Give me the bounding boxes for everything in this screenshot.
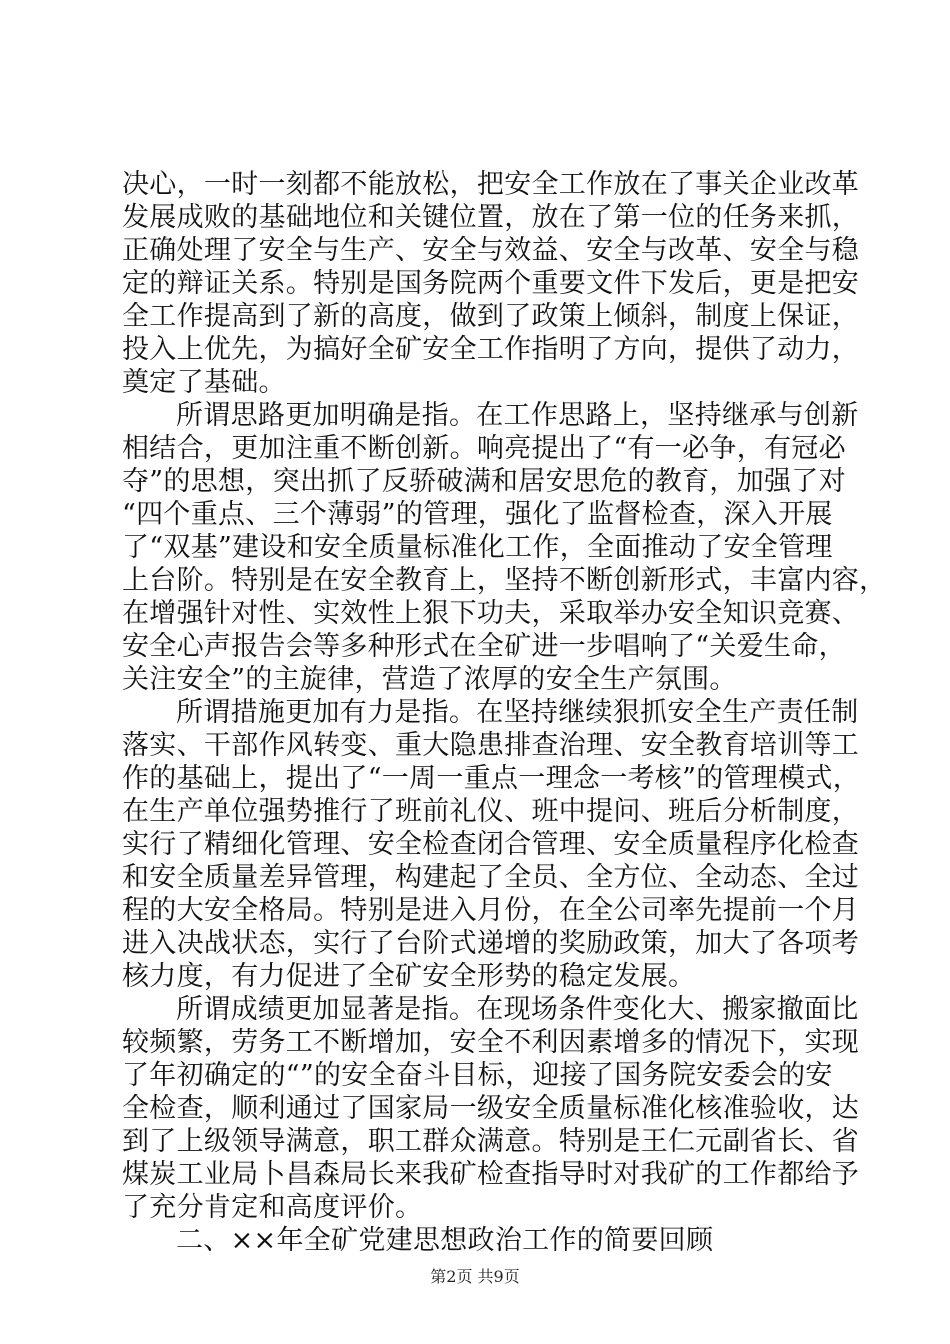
text-line: 安全心声报告会等多种形式在全矿进一步唱响了“关爱生命，	[122, 631, 846, 662]
text-line: 了年初确定的“”的安全奋斗目标，迎接了国务院安委会的安	[122, 1060, 833, 1091]
text-line: “四个重点、三个薄弱”的管理，强化了监督检查，深入开展	[122, 499, 833, 530]
paragraph-start-line: 所谓措施更加有力是指。在坚持继续狠抓安全生产责任制	[176, 697, 859, 728]
section-heading: 二、××年全矿党建思想政治工作的简要回顾	[176, 1225, 714, 1256]
paragraph-start-line: 所谓成绩更加显著是指。在现场条件变化大、搬家撤面比	[176, 994, 859, 1025]
paragraph-start-line: 所谓思路更加明确是指。在工作思路上，坚持继承与创新	[176, 400, 859, 431]
text-line: 了“双基”建设和安全质量标准化工作，全面推动了安全管理	[122, 532, 833, 563]
text-line: 奠定了基础。	[122, 367, 286, 398]
text-line: 关注安全”的主旋律，营造了浓厚的安全生产氛围。	[122, 664, 737, 695]
text-line: 在增强针对性、实效性上狠下功夫，采取举办安全知识竞赛、	[122, 598, 860, 629]
text-line: 进入决战状态，实行了台阶式递增的奖励政策，加大了各项考	[122, 928, 860, 959]
text-line: 落实、干部作风转变、重大隐患排查治理、安全教育培训等工	[122, 730, 860, 761]
text-line: 作的基础上，提出了“一周一重点一理念一考核”的管理模式，	[122, 763, 861, 794]
text-line: 了充分肯定和高度评价。	[122, 1192, 423, 1223]
text-line: 全检查，顺利通过了国家局一级安全质量标准化核准验收，达	[122, 1093, 860, 1124]
text-line: 决心，一时一刻都不能放松，把安全工作放在了事关企业改革	[122, 169, 860, 200]
text-line: 定的辩证关系。特别是国务院两个重要文件下发后，更是把安	[122, 268, 860, 299]
text-line: 和安全质量差异管理，构建起了全员、全方位、全动态、全过	[122, 862, 860, 893]
text-line: 相结合，更加注重不断创新。响亮提出了“有一必争，有冠必	[122, 433, 846, 464]
text-line: 全工作提高到了新的高度，做到了政策上倾斜，制度上保证，	[122, 301, 860, 332]
text-line: 夺”的思想，突出抓了反骄破满和居安思危的教育，加强了对	[122, 466, 846, 497]
text-line: 核力度，有力促进了全矿安全形势的稳定发展。	[122, 961, 696, 992]
text-line: 在生产单位强势推行了班前礼仪、班中提问、班后分析制度，	[122, 796, 860, 827]
text-line: 正确处理了安全与生产、安全与效益、安全与改革、安全与稳	[122, 235, 860, 266]
text-line: 到了上级领导满意，职工群众满意。特别是王仁元副省长、省	[122, 1126, 860, 1157]
text-line: 煤炭工业局卜昌森局长来我矿检查指导时对我矿的工作都给予	[122, 1159, 860, 1190]
text-line: 较频繁，劳务工不断增加，安全不利因素增多的情况下，实现	[122, 1027, 860, 1058]
text-line: 上台阶。特别是在安全教育上，坚持不断创新形式，丰富内容，	[122, 565, 887, 596]
text-line: 程的大安全格局。特别是进入月份，在全公司率先提前一个月	[122, 895, 860, 926]
text-line: 实行了精细化管理、安全检查闭合管理、安全质量程序化检查	[122, 829, 860, 860]
text-line: 发展成败的基础地位和关键位置，放在了第一位的任务来抓，	[122, 202, 860, 233]
page-number-footer: 第2页 共9页	[430, 1267, 520, 1286]
text-line: 投入上优先，为搞好全矿安全工作指明了方向，提供了动力，	[122, 334, 860, 365]
